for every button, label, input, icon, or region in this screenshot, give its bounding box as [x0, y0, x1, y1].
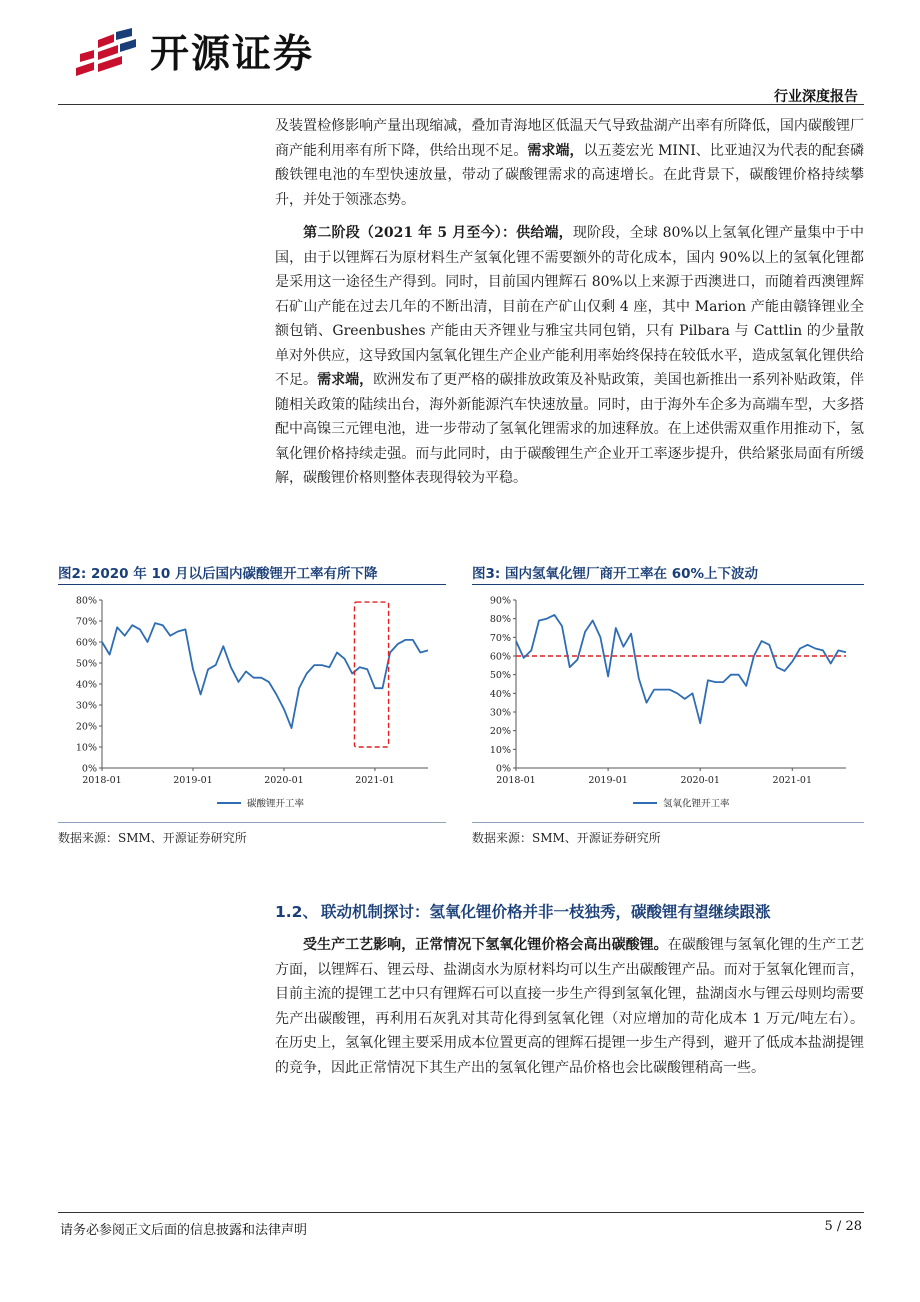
- figure-3-top-rule: [472, 584, 864, 585]
- paragraph-segment-bold: 需求端，: [527, 142, 584, 159]
- paragraph-segment-bold: 第二阶段（2021 年 5 月至今）：供给端，: [303, 225, 573, 241]
- y-tick-label: 70%: [75, 616, 97, 628]
- y-tick-label: 10%: [75, 742, 97, 754]
- legend-label: 氢氧化锂开工率: [663, 798, 730, 810]
- paragraph-segment: 欧洲发布了更严格的碳排放政策及补贴政策，美国也新推出一系列补贴政策，伴随相关政策的陆续出台，海外新能源汽车快速放量。同时，由于海外车企多为高端车型，大多搭配中高镍三元锂电池，进一步带动了氢氧化锂需求的加速释放。在上述供需双重作用推动下，氢氧化锂价格持续走强。而与此同时，由于碳酸锂生产企业开工率逐步提升，供给紧张局面有所缓解，碳酸锂价格则整体表现得较为平稳。: [275, 372, 865, 486]
- figure-2-source: 数据来源：SMM、开源证券研究所: [58, 831, 247, 845]
- paragraph-segment: 在碳酸锂与氢氧化锂的生产工艺方面，以锂辉石、锂云母、盐湖卤水为原材料均可以生产出碳酸锂产品。而对于氢氧化锂而言，目前主流的提锂工艺中只有锂辉石可以直接一步生产得到氢氧化锂，盐湖卤水与锂云母则均需要先产出碳酸锂，再利用石灰乳对其苛化得到氢氧化锂（对应增加的苛化成本 1 万元/吨左右）。在历史上，氢氧化锂主要采用成本位置更高的锂辉石提锂一步生产得到，避开了低成本盐湖提锂的竞争，因此正常情况下其生产出的氢氧化锂产品价格也会比碳酸锂稍高一些。: [275, 937, 865, 1076]
- y-tick-label: 60%: [75, 637, 97, 649]
- paragraph-segment-bold: 受生产工艺影响，正常情况下氢氧化锂价格会高出碳酸锂。: [303, 937, 668, 953]
- figure-3-title: 图3: 国内氢氧化锂厂商开工率在 60%上下波动: [472, 566, 759, 582]
- x-tick-label: 2018-01: [82, 775, 122, 786]
- y-tick-label: 30%: [75, 700, 97, 712]
- body-paragraph-1: [275, 114, 864, 212]
- footer-divider: [58, 1212, 864, 1213]
- page-number: 5 / 28: [824, 1219, 862, 1234]
- body-paragraph-3: [275, 933, 864, 1080]
- chart-lithium-carbonate-operating-rate: [58, 588, 446, 818]
- company-name: 开源证券: [150, 32, 315, 77]
- y-tick-label: 90%: [489, 595, 511, 607]
- chart-lithium-hydroxide-operating-rate: [472, 588, 864, 818]
- x-tick-label: 2021-01: [355, 775, 395, 786]
- paragraph-segment-bold: 需求端，: [317, 372, 374, 388]
- section-heading: [275, 900, 875, 922]
- x-tick-label: 2018-01: [496, 775, 536, 786]
- y-tick-label: 70%: [489, 632, 511, 644]
- section-number: 1.2、: [275, 903, 318, 921]
- figure-2-title: 图2: 2020 年 10 月以后国内碳酸锂开工率有所下降: [58, 566, 378, 582]
- y-tick-label: 10%: [489, 744, 511, 756]
- y-tick-label: 40%: [75, 679, 97, 691]
- figure-3-bottom-rule: [472, 822, 864, 823]
- y-tick-label: 40%: [489, 688, 511, 700]
- x-tick-label: 2020-01: [264, 775, 304, 786]
- y-tick-label: 20%: [75, 721, 97, 733]
- x-tick-label: 2021-01: [772, 775, 813, 786]
- paragraph-segment: 现阶段，全球 80%以上氢氧化锂产量集中于中国，由于以锂辉石为原材料生产氢氧化锂不需要额外的苛化成本，国内 90%以上的氢氧化锂都是采用这一途径生产得到。同时，目前国内锂辉石 80%以上来源于西澳进口，而随着西澳锂辉石矿山产能在过去几年的不断出清，目前在产矿山仅剩 4 座，其中 Marion 产能由赣锋锂业全额包销、Greenbushes 产能由天齐锂业与雅宝共同包销，只有 Pilbara 与 Cattlin 的少量散单对外供应，这导致国内氢氧化锂生产企业产能利用率始终保持在较低水平，造成氢氧化锂供给不足。: [275, 225, 864, 388]
- series-line: [516, 615, 846, 723]
- footer-disclaimer: 请务必参阅正文后面的信息披露和法律声明: [60, 1223, 308, 1238]
- paragraph-segment: 以五菱宏光 MINI、比亚迪汉为代表的配套磷酸铁锂电池的车型快速放量，带动了碳酸锂需求的高速增长。在此背景下，碳酸锂价格持续攀升，并处于领涨态势。: [275, 142, 864, 208]
- y-tick-label: 60%: [489, 651, 511, 663]
- legend-label: 碳酸锂开工率: [247, 798, 305, 810]
- figure-2-bottom-rule: [58, 822, 446, 823]
- series-line: [102, 623, 428, 728]
- figure-3-source: 数据来源：SMM、开源证券研究所: [472, 831, 661, 845]
- y-tick-label: 50%: [75, 658, 97, 670]
- header-divider: [58, 104, 864, 105]
- report-type-label: 行业深度报告: [774, 89, 858, 105]
- x-tick-label: 2019-01: [588, 775, 628, 786]
- y-tick-label: 80%: [489, 614, 511, 626]
- paragraph-segment: 及装置检修影响产量出现缩减，叠加青海地区低温天气导致盐湖产出率有所降低，国内碳酸锂厂商产能利用率有所下降，供给出现不足。: [275, 118, 864, 159]
- body-paragraph-2: [275, 221, 864, 491]
- x-tick-label: 2019-01: [173, 775, 213, 786]
- y-tick-label: 0%: [495, 763, 511, 775]
- company-logo-icon: [70, 28, 140, 82]
- section-title: 联动机制探讨：氢氧化锂价格并非一枝独秀，碳酸锂有望继续跟涨: [321, 903, 771, 921]
- y-tick-label: 30%: [489, 707, 511, 719]
- y-tick-label: 20%: [489, 726, 511, 738]
- y-tick-label: 50%: [489, 670, 511, 682]
- x-tick-label: 2020-01: [680, 775, 720, 786]
- figure-2-top-rule: [58, 584, 446, 585]
- y-tick-label: 80%: [75, 595, 97, 607]
- highlight-box: [354, 602, 388, 747]
- y-tick-label: 0%: [81, 763, 97, 775]
